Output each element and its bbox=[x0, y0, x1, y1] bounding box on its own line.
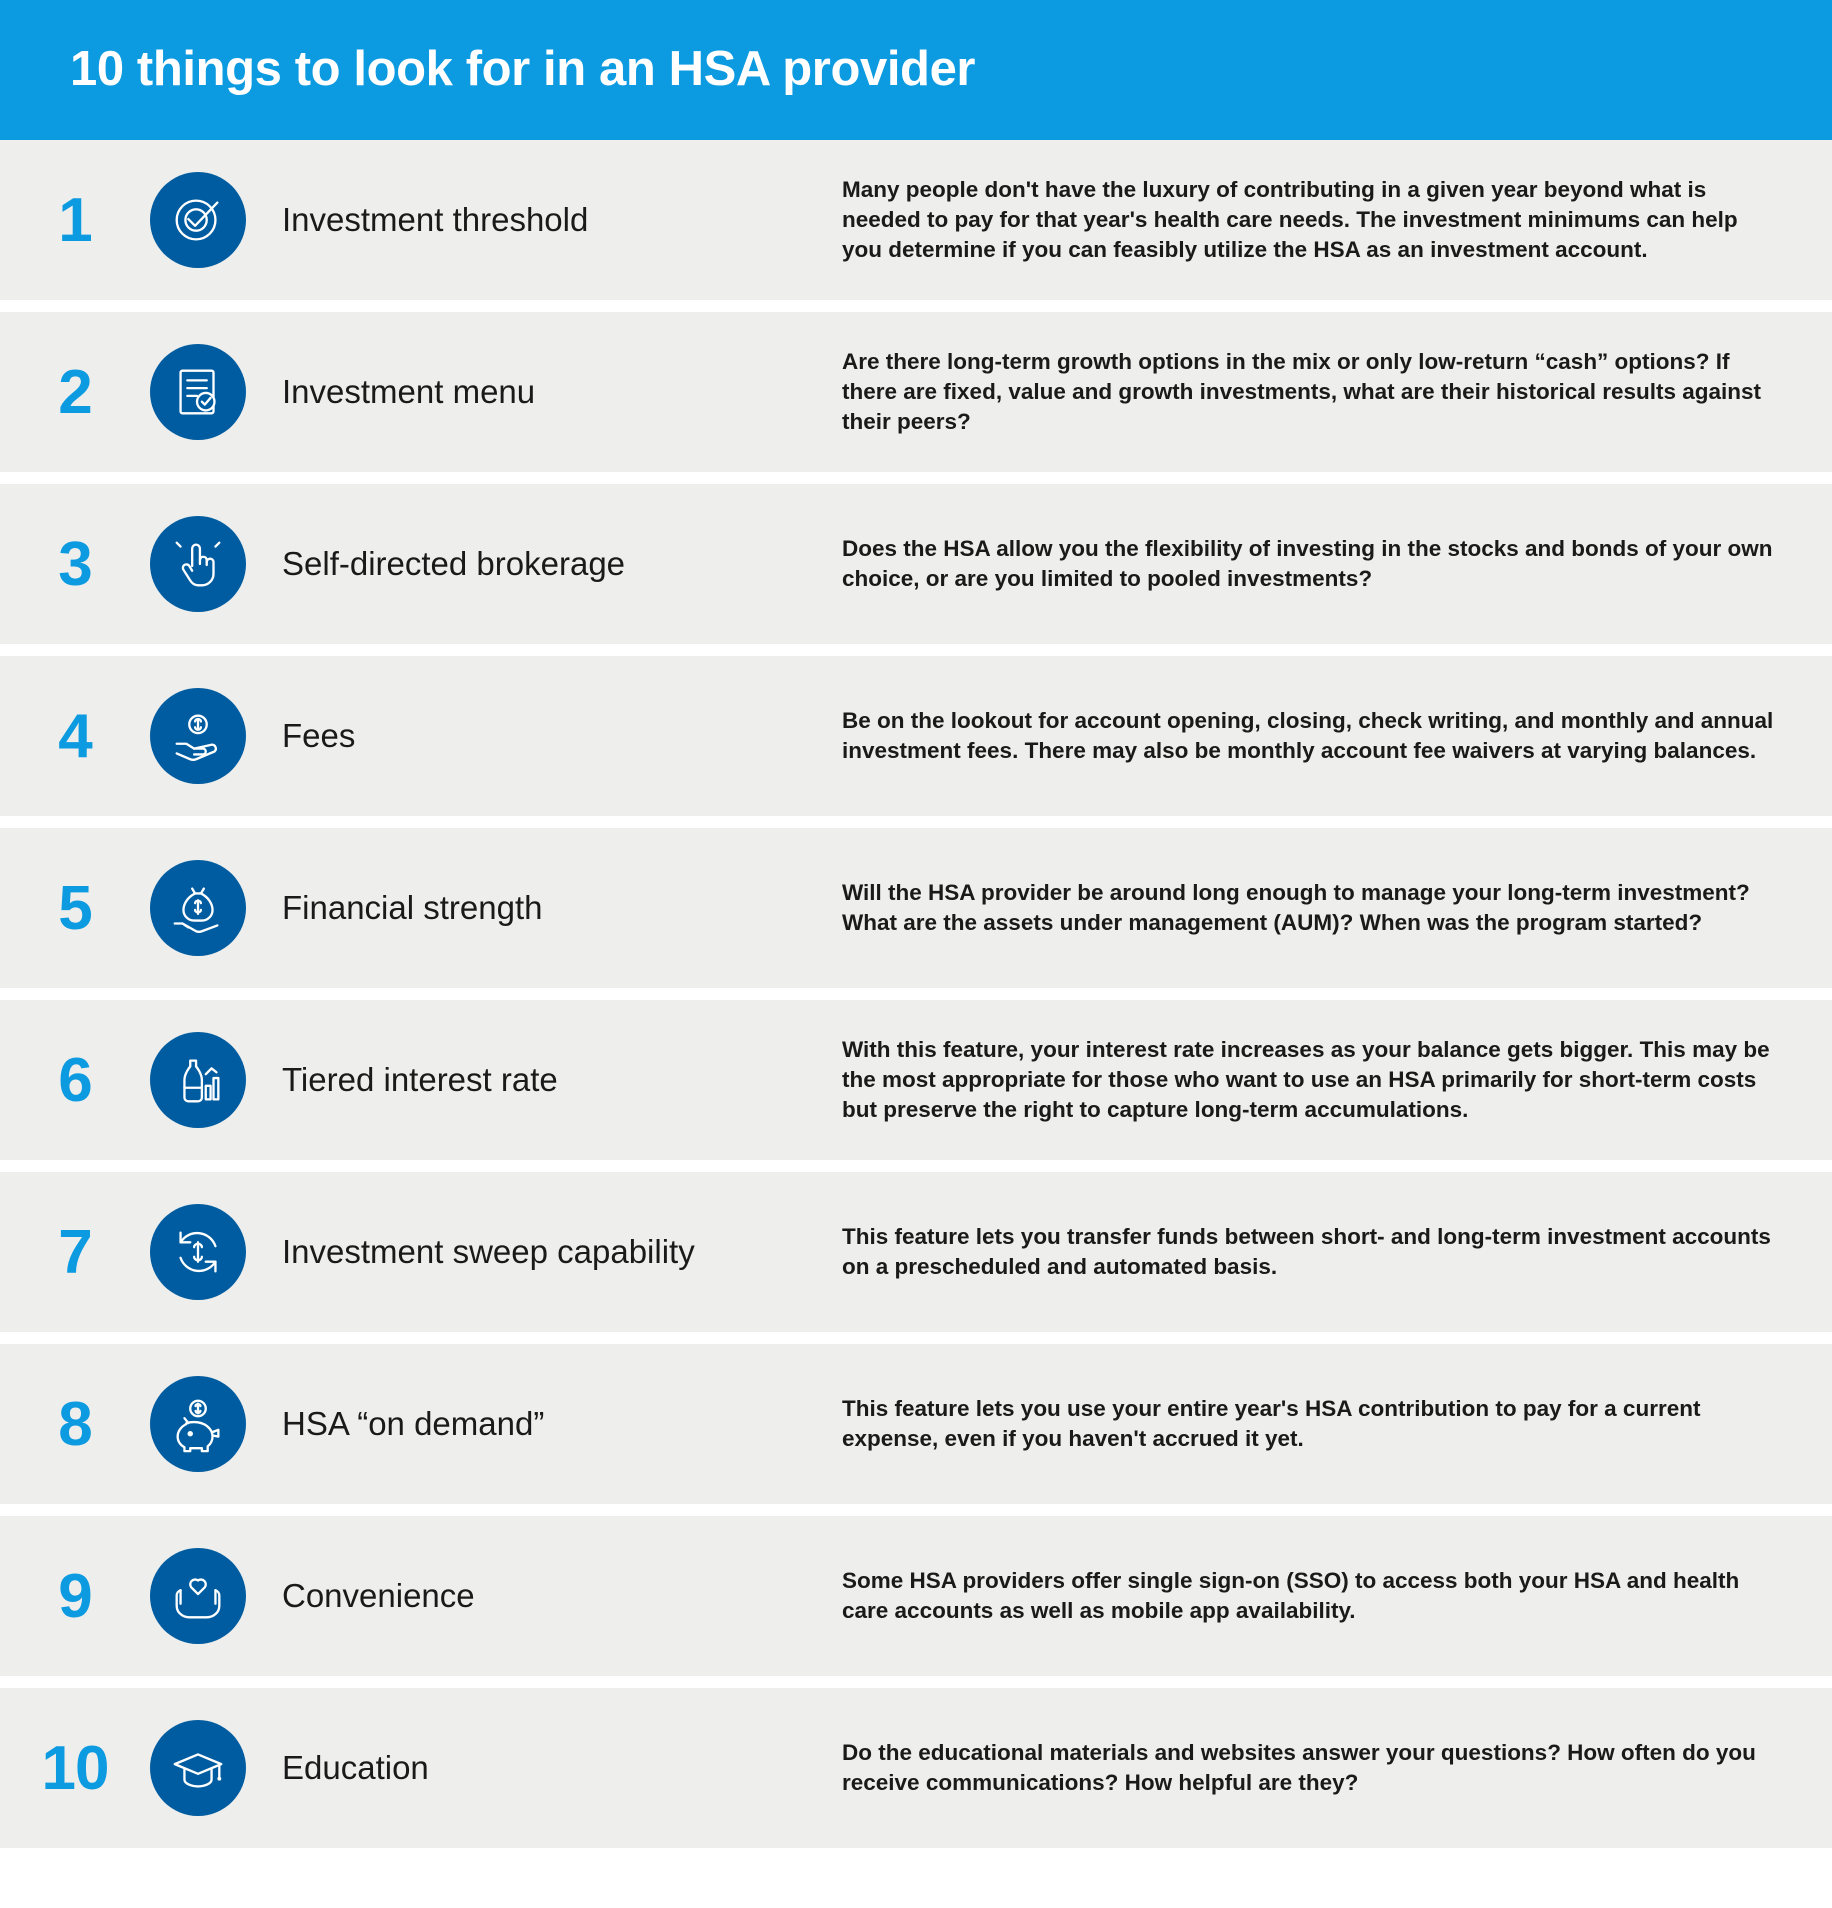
piggy-bank-icon bbox=[150, 1376, 246, 1472]
item-description: This feature lets you use your entire year's HSA contribution to pay for a current expense, even if you haven't accrued it yet. bbox=[842, 1396, 1701, 1451]
item-description: Do the educational materials and websites answer your questions? How often do you receive communications? How helpful are they? bbox=[842, 1740, 1756, 1795]
item-description: With this feature, your interest rate increases as your balance gets bigger. This may be the most appropriate for those who want to use an HSA primarily for short-term costs but preserve the right to capture long-term accumulations. bbox=[842, 1037, 1770, 1122]
item-number: 1 bbox=[58, 185, 92, 255]
list-item bbox=[0, 1688, 1832, 1848]
hand-coins-icon bbox=[150, 688, 246, 784]
item-description: This feature lets you transfer funds between short- and long-term investment accounts on a prescheduled and automated basis. bbox=[842, 1224, 1771, 1279]
item-number: 9 bbox=[58, 1561, 92, 1631]
item-label: Fees bbox=[282, 717, 356, 755]
item-number: 7 bbox=[58, 1217, 92, 1287]
list-item bbox=[0, 656, 1832, 816]
item-number: 5 bbox=[58, 873, 92, 943]
list-item bbox=[0, 484, 1832, 644]
item-number: 6 bbox=[58, 1045, 92, 1115]
heart-hands-icon bbox=[150, 1548, 246, 1644]
item-number: 2 bbox=[58, 357, 92, 427]
list-item bbox=[0, 1516, 1832, 1676]
item-number: 10 bbox=[41, 1733, 109, 1803]
header-banner bbox=[0, 0, 1832, 140]
list-item bbox=[0, 140, 1832, 300]
footer-spacer bbox=[0, 1848, 1832, 1908]
hand-click-icon bbox=[150, 516, 246, 612]
item-label: Investment threshold bbox=[282, 201, 589, 239]
item-label: Education bbox=[282, 1749, 429, 1787]
items-list bbox=[0, 140, 1832, 1848]
item-description: Will the HSA provider be around long enough to manage your long-term investment? What are the assets under management (AUM)? When was the program started? bbox=[842, 880, 1750, 935]
list-item bbox=[0, 312, 1832, 472]
item-description: Many people don't have the luxury of contributing in a given year beyond what is needed to pay for that year's health care needs. The investment minimums can help you determine if you can feasibly utilize the HSA as an investment account. bbox=[842, 177, 1738, 262]
hand-money-bag-icon bbox=[150, 860, 246, 956]
document-check-icon bbox=[150, 344, 246, 440]
item-label: HSA “on demand” bbox=[282, 1405, 545, 1443]
item-description: Are there long-term growth options in the mix or only low-return “cash” options? If there are fixed, value and growth investments, what are their historical results against their peers? bbox=[842, 349, 1762, 434]
item-label: Investment menu bbox=[282, 373, 536, 411]
item-description: Some HSA providers offer single sign-on (SSO) to access both your HSA and health care accounts as well as mobile app availability. bbox=[842, 1568, 1740, 1623]
list-item bbox=[0, 1172, 1832, 1332]
item-number: 4 bbox=[58, 701, 92, 771]
item-label: Self-directed brokerage bbox=[282, 545, 626, 583]
dollar-refresh-icon bbox=[150, 1204, 246, 1300]
target-check-icon bbox=[150, 172, 246, 268]
graduation-cap-icon bbox=[150, 1720, 246, 1816]
item-number: 8 bbox=[58, 1389, 92, 1459]
item-label: Tiered interest rate bbox=[282, 1061, 558, 1099]
item-description: Be on the lookout for account opening, closing, check writing, and monthly and annual investment fees. There may also be monthly account fee waivers at varying balances. bbox=[842, 708, 1774, 763]
list-item bbox=[0, 828, 1832, 988]
list-item bbox=[0, 1000, 1832, 1160]
item-label: Convenience bbox=[282, 1577, 475, 1615]
item-label: Financial strength bbox=[282, 889, 543, 927]
growth-chart-icon bbox=[150, 1032, 246, 1128]
page-title: 10 things to look for in an HSA provider bbox=[70, 42, 976, 97]
item-number: 3 bbox=[58, 529, 92, 599]
item-label: Investment sweep capability bbox=[282, 1233, 695, 1271]
item-description: Does the HSA allow you the flexibility of investing in the stocks and bonds of your own choice, or are you limited to pooled investments? bbox=[842, 536, 1773, 591]
list-item bbox=[0, 1344, 1832, 1504]
